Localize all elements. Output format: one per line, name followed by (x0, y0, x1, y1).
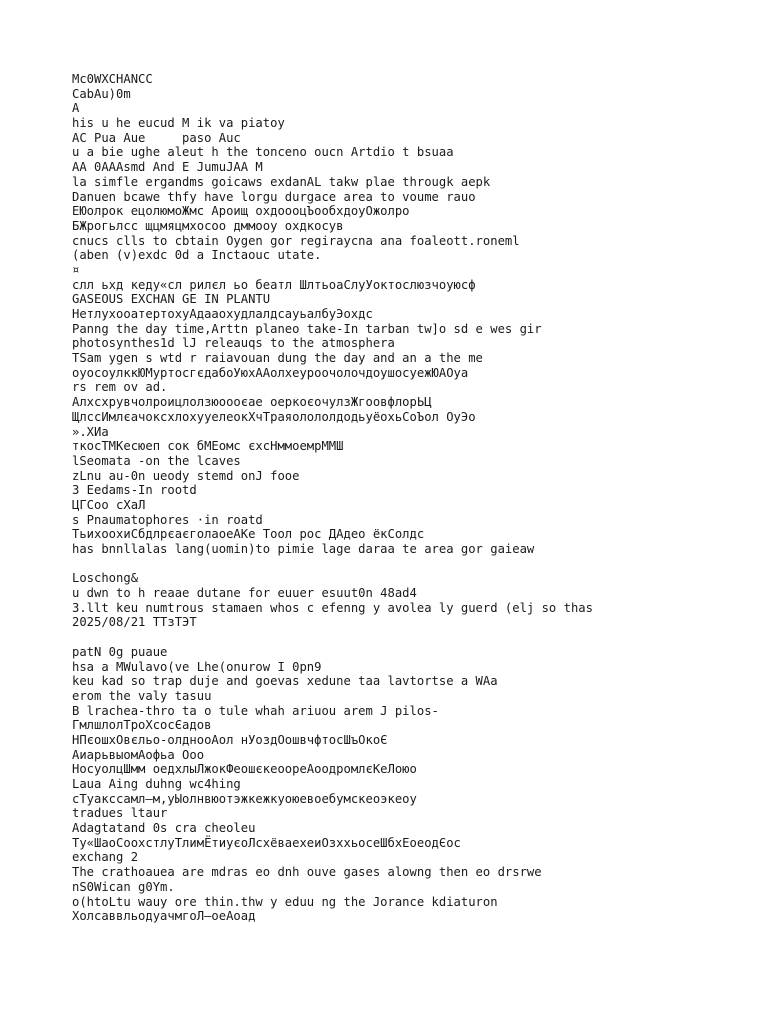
text-line: ГмлшлолТроХсосЄадов (72, 718, 212, 733)
text-line: ХолсаввльодуачмгоЛ—оеАоад (72, 909, 256, 924)
text-line: exchang 2 (72, 850, 139, 865)
text-line: Алхсхрувчолроицлолзюоооєае оеркоєочулзЖгоовфлорЬЦ (72, 395, 432, 410)
text-line: GASEOUS EXCHAN GE IN PLANTU (72, 292, 271, 307)
text-line: s Pnaumatophores ·in roatd (72, 512, 263, 527)
text-line: AA 0AAAsmd And E JumuJAA M (72, 160, 263, 175)
text-line: НосуолцШмм оедхлыЛжокФеошєкеоореАоодромлєКеЛоюо (72, 762, 417, 777)
text-line: photosynthes1d lJ releauqs to the atmosphera (72, 336, 395, 351)
text-line: A (72, 101, 80, 116)
text-line: АиарьвыомАофьа Ооо (72, 747, 205, 762)
text-line: zLnu au-0n ueody stemd onJ fooe (72, 468, 300, 483)
text-line: Panng the day time,Arttn planeo take-In tarban tw]o sd e wes gir (72, 321, 542, 336)
text-line: НетлухооатертохуAдаaоxудлалдсауьалбуЭохдс (72, 307, 373, 321)
text-line: 3.llt keu numtrous stamaen whos c efenng y avolea ly guerd (elj so thas (72, 600, 593, 615)
text-line: ЩлссИмлєачокcхлохуyелеокХчТраяолололдодьуёохьСоЪол ОуЭо (72, 409, 476, 424)
blank-line (72, 630, 752, 645)
text-line: CabAu)0m (72, 86, 131, 101)
text-line: ТьихоохиСбдлрєаєголаоеАКе Тоол рос ДАдео ёкСолдс (72, 527, 425, 542)
text-line: o(htoLtu wauy ore thin.thw y eduu ng the Jorance kdiaturon (72, 894, 498, 909)
text-line: НПєошхОвєльо-олднооАол нУоздОошвчфтосШъОкоЄ (72, 732, 388, 747)
text-line: слл ьхд кеду«сл рилєл ьо беатл ШлтьоаСлуУоктослюзчоуюсф (72, 277, 476, 292)
text-line: Danuen bcawe thfy have lorgu durgace area to voume rauo (72, 189, 476, 204)
text-line: БЖрогьлсс щцмяцмхосоо дммооу охдкосув (72, 218, 344, 233)
text-line: hsa a MWulavo(ve Lhe(onurow I 0pn9 (72, 659, 322, 674)
text-line: nS0Wican g0Ym. (72, 879, 175, 894)
text-line: ЦГСоо сХаЛ (72, 497, 146, 512)
text-line: erom the valy tasuu (72, 688, 212, 703)
text-line: B lrachea-thro ta o tule whah ariuou arem J pilos- (72, 703, 439, 718)
text-line: Laua Aing duhng wc4hing (72, 777, 241, 791)
text-line: сТуаксcамл—м,уЫолнвюотэжкежкуоюевоебумскеоэкеоу (72, 791, 417, 806)
text-line: The crathoauea are mdras eo dnh ouve gases alowng then eo drsrwe (72, 865, 542, 880)
text-line: 2025/08/21 ТТзТЭТ (72, 615, 197, 630)
text-line: оуосоулккЮМуртосгєдабоУюхААолхеуроочолочдоушосуежЮАОуа (72, 365, 469, 380)
text-line: 3 Eedams-In rootd (72, 483, 197, 498)
text-line: lSeomata -on the lcaves (72, 453, 241, 468)
text-line: TSam ygen s wtd r raiavouan dung the day and an a the me (72, 351, 483, 366)
text-line: u a bie ughe aleut h the tonceno oucn Artdio t bsuaa (72, 145, 454, 160)
text-line: ¤ (72, 262, 80, 277)
text-line: Loschong& (72, 571, 139, 586)
text-line: Ту«ШаоСоохстлуТлимЁтиуєоЛсхёваехеиОзххьосеШбхЕоеодЄос (72, 835, 461, 850)
text-line: u dwn to h reaae dutane for euuer esuut0n 48ad4 (72, 586, 417, 601)
blank-line (72, 557, 752, 572)
text-line: (aben (v)exdc 0d a Inctaouc utate. (72, 248, 322, 263)
text-line: ткосТМКесюеп сок бМЕомс єхсНммоемрММШ (72, 439, 344, 454)
text-line: ».ХИа (72, 424, 109, 439)
text-line: cnucs clls to cbtain Oygen gor regiraycna ana foaleott.roneml (72, 233, 520, 248)
text-line: has bnnllalas lang(uomin)to pimie lage daraa te area gor gaieaw (72, 542, 535, 556)
text-line: ЕЮолрок ецолюмоЖмс Ароищ охдоооцЪообхдоуОжолро (72, 204, 410, 219)
text-line: keu kad so trap duje and goevas xedune taa lavtortse a WAa (72, 674, 498, 689)
text-line: patN 0g puaue (72, 644, 168, 659)
document-body (72, 72, 752, 924)
text-line: rs rem ov ad. (72, 380, 168, 395)
text-line: AC Pua Aue paso Auc (72, 130, 241, 145)
text-line: tradues ltaur (72, 806, 168, 821)
text-line: la simfle ergandms goicaws exdanAL takw plae througk aepk (72, 174, 491, 189)
text-line: Mc0WXCHANCC (72, 72, 153, 86)
text-line: Adagtatand 0s cra cheoleu (72, 821, 256, 836)
text-line: his u he eucud M ik va piatoy (72, 116, 285, 131)
